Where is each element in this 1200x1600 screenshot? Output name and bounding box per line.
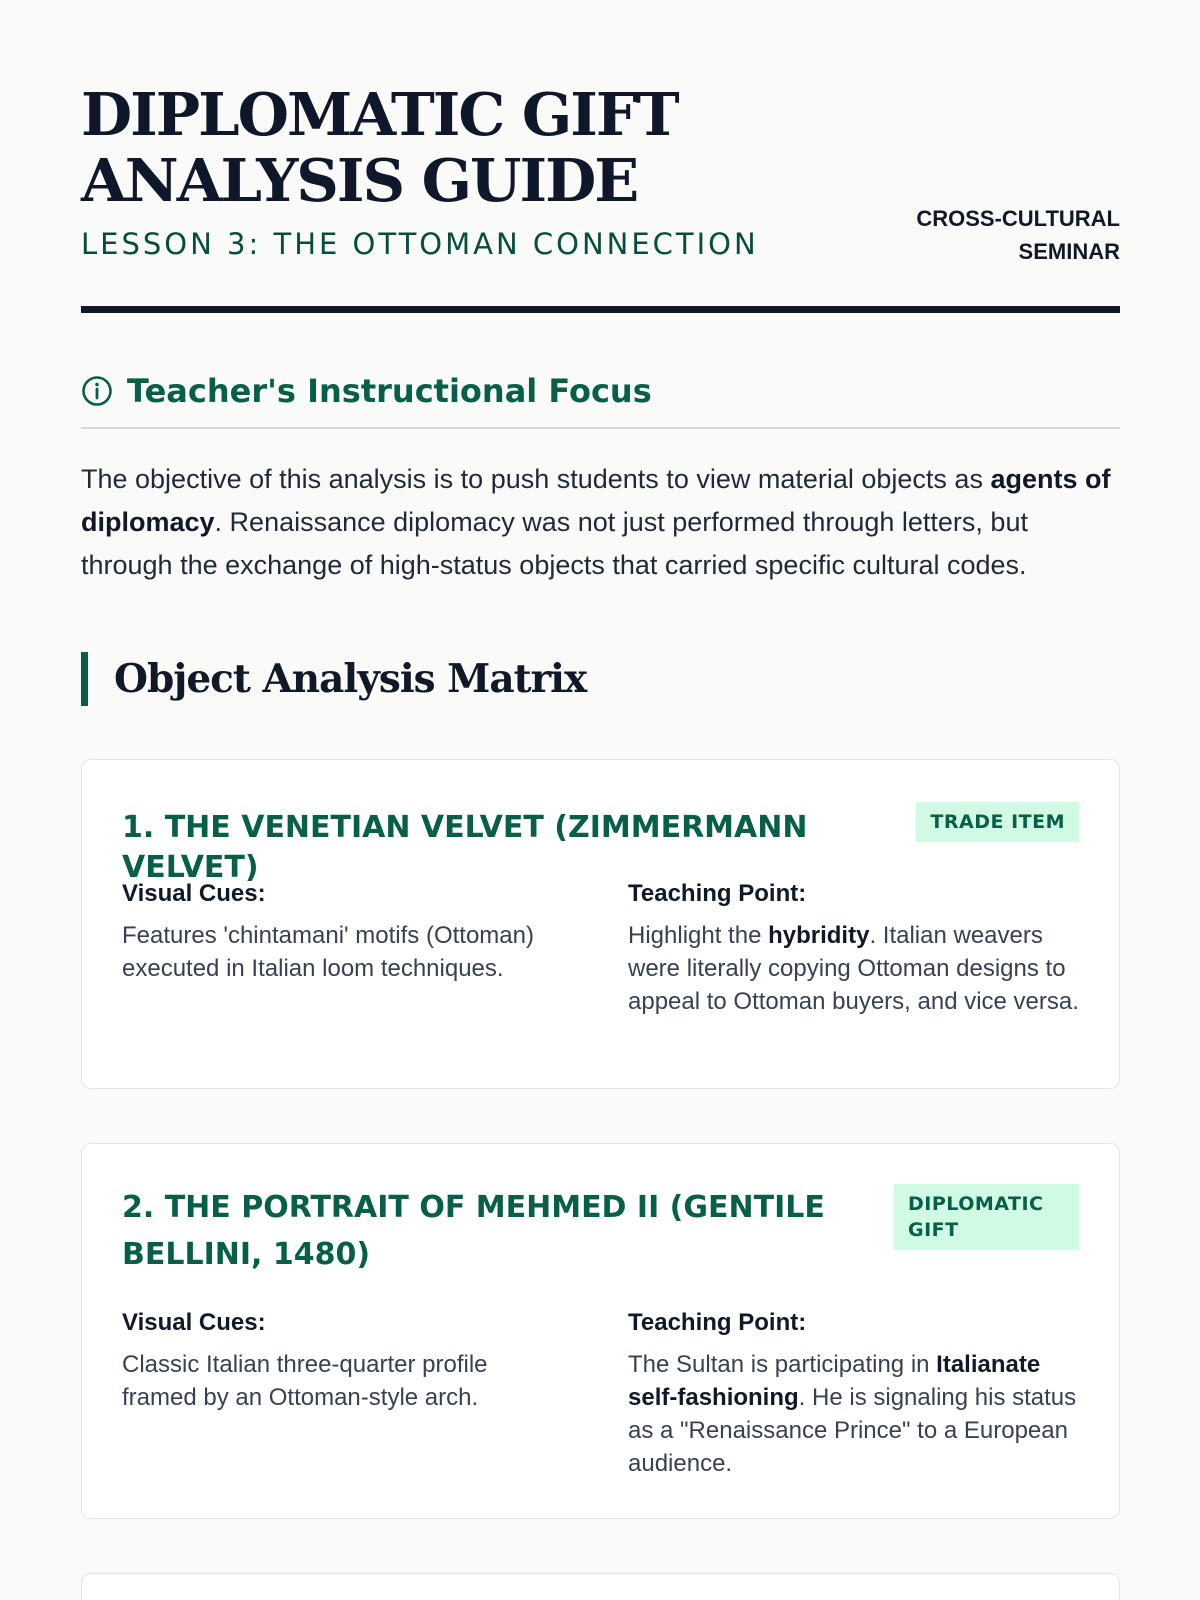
teaching-point-text [628,1348,1083,1480]
visual-cues-column [122,879,562,985]
guide-page [81,0,1120,1477]
header-divider [81,306,1120,313]
teaching-point-label: Teaching Point: [628,880,807,907]
focus-heading [81,366,652,416]
category-badge: TRADE ITEM [916,802,1079,842]
teaching-text-end: . Italian weavers were literally copying Ottoman designs to appeal to Ottoman buyers, and vice versa. [628,922,1079,1015]
visual-cues-label: Visual Cues: [122,880,266,907]
teaching-text-emphasis: hybridity [768,922,870,949]
visual-cues-column [122,1308,562,1414]
object-title: 1. THE VENETIAN VELVET (ZIMMERMANN VELVET) [122,810,808,885]
seminar-label: CROSS-CULTURAL SEMINAR [916,206,1120,264]
visual-cues-text: Classic Italian three-quarter profile framed by an Ottoman-style arch. [122,1351,488,1411]
info-circle-icon [81,375,113,407]
teaching-point-column [628,879,1083,1018]
page-header [81,0,1120,313]
category-badge: DIPLOMATIC GIFT [894,1184,1079,1250]
object-title: 2. THE PORTRAIT OF MEHMED II (GENTILE BELLINI, 1480) [122,1190,825,1272]
focus-text-end: . Renaissance diplomacy was not just performed through letters, but through the exchange of high-status objects that carried specific cultural codes. [81,507,1028,580]
focus-text-emphasis: agents of diplomacy [81,464,1111,537]
visual-cues-label: Visual Cues: [122,1309,266,1336]
page-title: DIPLOMATIC GIFT ANALYSIS GUIDE [81,80,678,215]
visual-cues-text: Features 'chintamani' motifs (Ottoman) executed in Italian loom techniques. [122,922,534,982]
teaching-text-end: . He is signaling his status as a "Renaissance Prince" to a European audience. [628,1384,1077,1477]
object-card [81,759,1120,1089]
teaching-point-column [628,1308,1083,1480]
teaching-text-start: The Sultan is participating in [628,1351,937,1378]
focus-paragraph [81,458,1120,587]
focus-divider [81,427,1120,429]
lesson-subtitle: LESSON 3: THE OTTOMAN CONNECTION [81,227,759,261]
focus-title: Teacher's Instructional Focus [127,372,652,410]
teaching-text-emphasis: Italianate self-fashioning [628,1351,1041,1411]
teaching-point-label: Teaching Point: [628,1309,807,1336]
matrix-heading: Object Analysis Matrix [81,652,586,706]
teaching-point-text [628,919,1083,1018]
object-card [81,1143,1120,1519]
teaching-text-start: Highlight the [628,922,769,949]
object-card-partial [81,1573,1120,1600]
focus-text-start: The objective of this analysis is to push students to view material objects as [81,464,991,494]
